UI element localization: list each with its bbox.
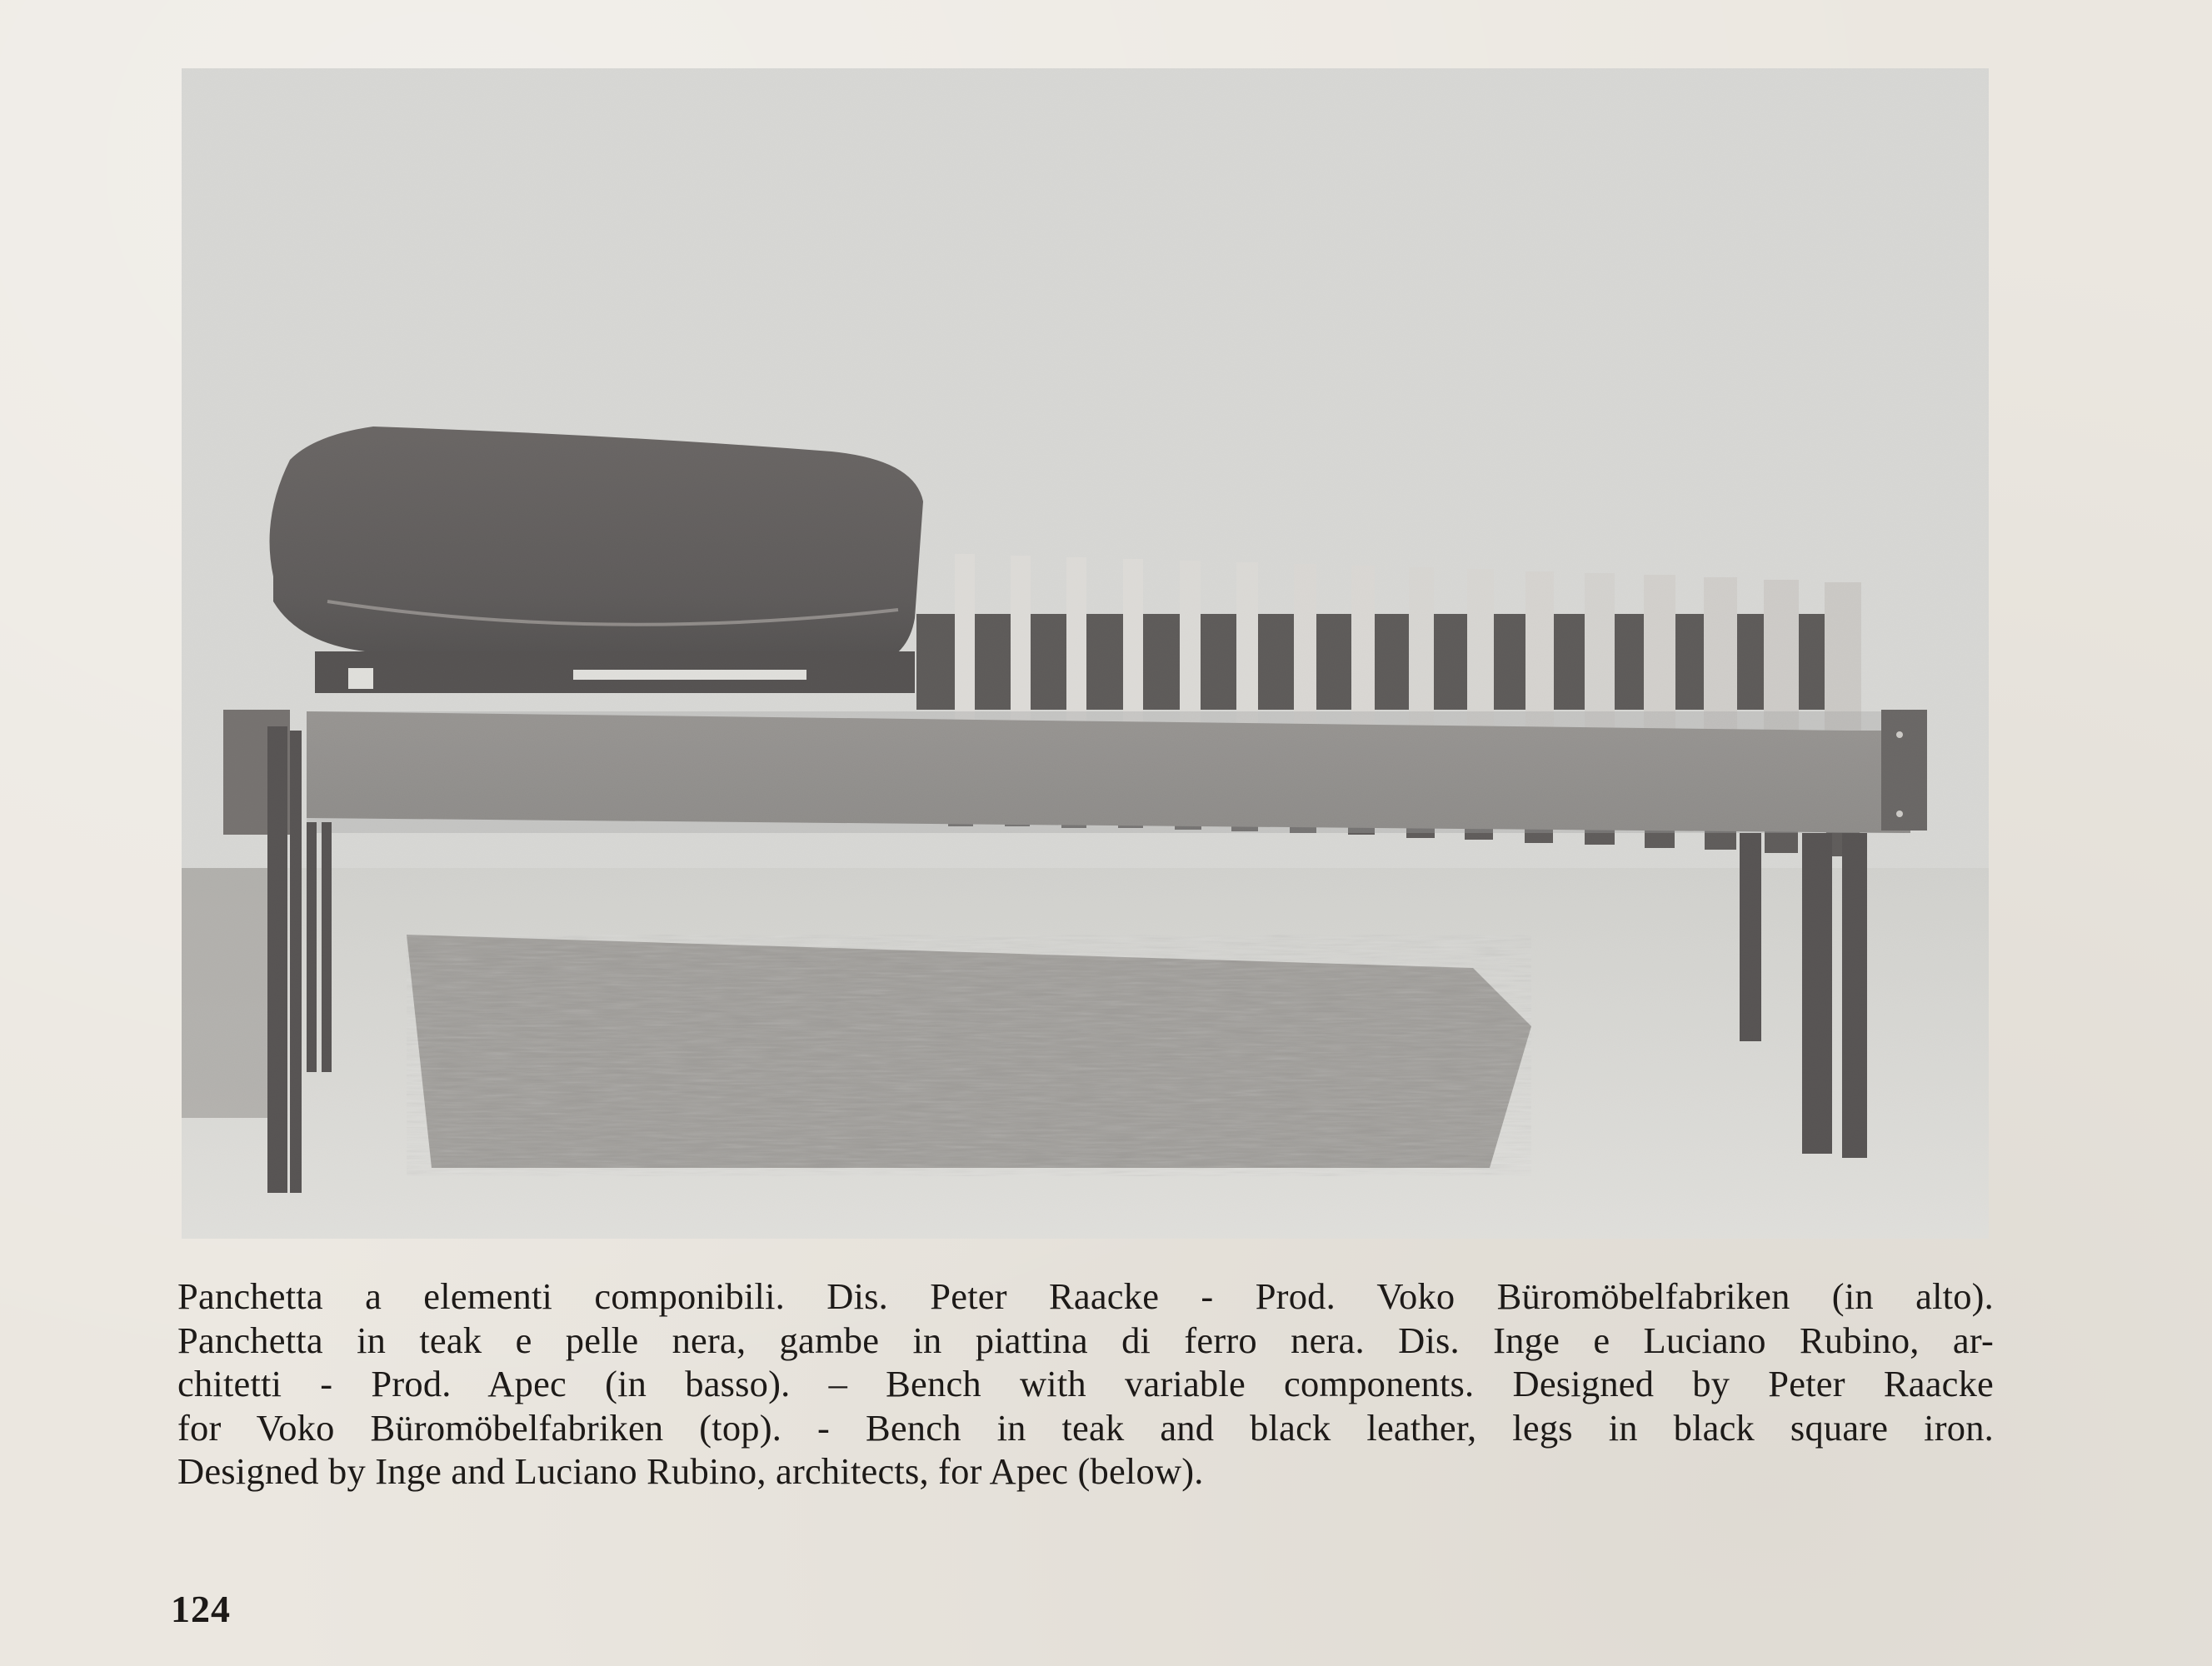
- figure-caption: [177, 1274, 1994, 1494]
- caption-line: Panchetta a elementi componibili. Dis. Peter Raacke - Prod. Voko Büromöbelfabriken (in alto).: [177, 1275, 1994, 1317]
- photo-grain: [182, 68, 1989, 1239]
- caption-line: chitetti - Prod. Apec (in basso). – Bench with variable components. Designed by Peter Raacke: [177, 1363, 1994, 1404]
- bench-illustration: [182, 68, 1989, 1239]
- bench-photograph: [182, 68, 1989, 1239]
- caption-line: Designed by Inge and Luciano Rubino, architects, for Apec (below).: [177, 1450, 1204, 1492]
- caption-line: for Voko Büromöbelfabriken (top). - Bench in teak and black leather, legs in black square iron.: [177, 1406, 1994, 1449]
- caption-line: Panchetta in teak e pelle nera, gambe in piattina di ferro nera. Dis. Inge e Luciano Rubino, ar-: [177, 1319, 1994, 1361]
- page-number: 124: [171, 1588, 231, 1630]
